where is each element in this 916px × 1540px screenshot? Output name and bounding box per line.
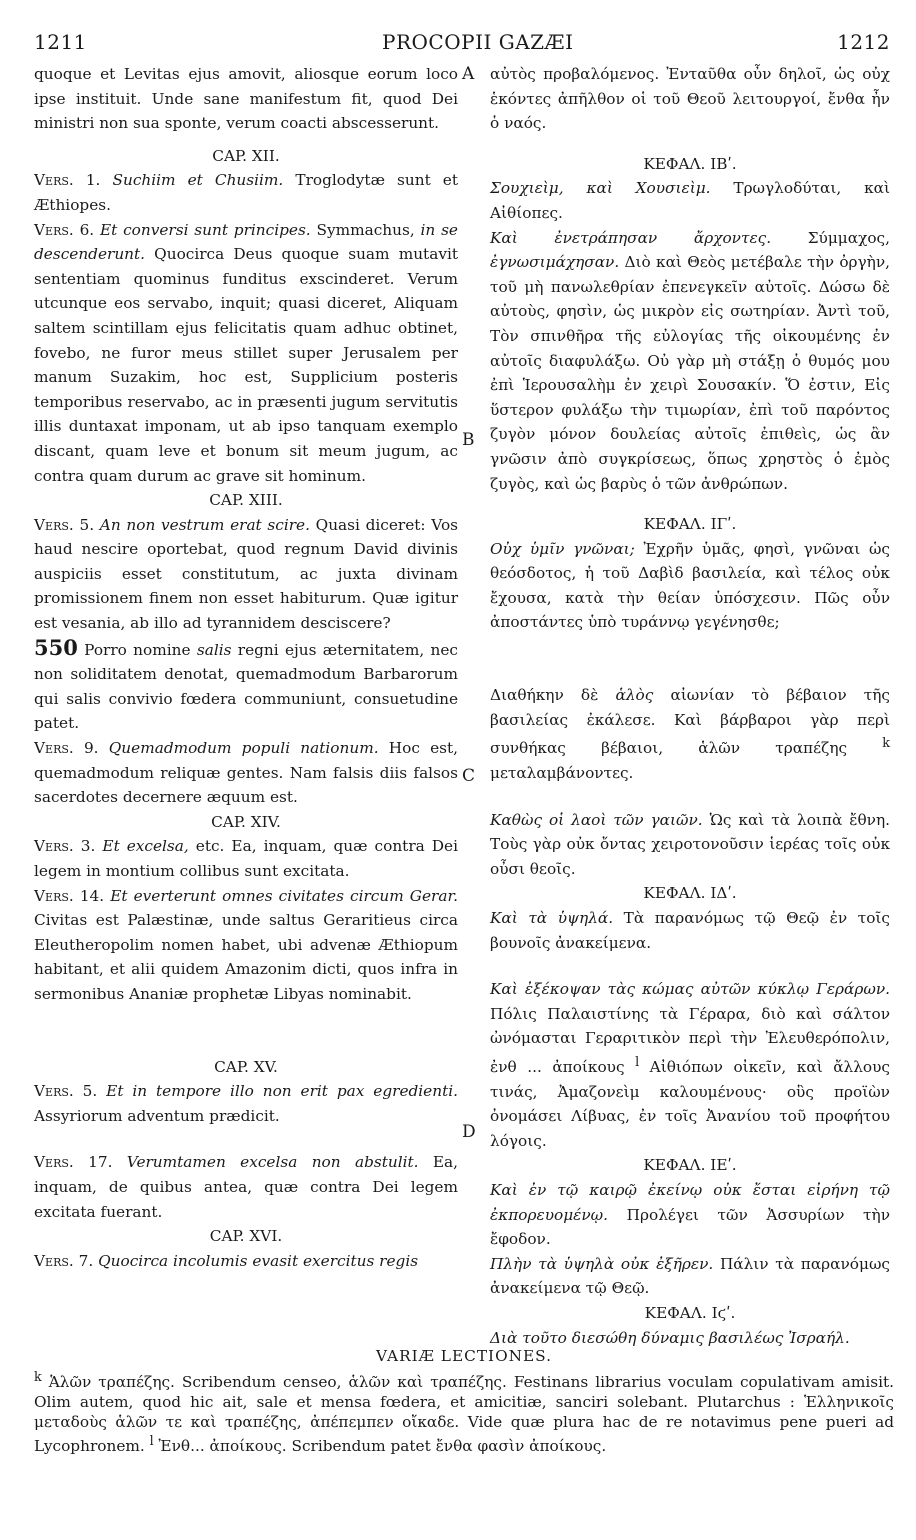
verse-citation: Verumtamen excelsa non abstulit. [126,1153,419,1172]
verse-ref: Vers. 5. [34,1082,98,1101]
verse-paragraph [490,808,890,882]
chapter-heading: ΚΕΦΑΛ. ΙΒʹ. [643,154,737,173]
verse-citation: Καὶ ἐνετράπησαν ἄρχοντες. [490,228,772,247]
verse-paragraph [490,176,890,225]
verse-citation: Καὶ ἐν τῷ καιρῷ ἐκείνῳ οὐκ ἔσται εἰρήνη τῷ ἐκπορευομένῳ. [490,1180,890,1224]
verse-citation: salis [196,640,232,659]
verse-citation: Διὰ τοῦτο διεσώθη δύναμις βασιλέως Ἰσραήλ. [490,1328,850,1347]
verse-text: Αἰθιόπων οἰκεῖν, καὶ ἄλλους τινάς, Ἀμαζονεὶμ καλουμένους· οὓς προϊὼν ὀνομάσει Λίβυας, ἐν τοῖς Ἀνανίου τοῦ προφήτου λόγοις. [490,1057,890,1150]
running-title: PROCOPII GAZÆI [382,30,574,54]
verse-text: Διὸ καὶ Θεὸς μετέβαλε τὴν ὀργὴν, τοῦ μὴ πανωλεθρίαν ἐπενεγκεῖν αὐτοῖς. Δώσω δὲ αὐτοὺς, φησὶν, ὡς μικρὸν εἰς σωτηρίαν. Ἀντὶ τοῦ, Τὸν σπινθῆρα τῆς εὐλογίας τῆς οἰκουμένης ἐν αὐτοῖς διαφυλάξω. Οὐ γὰρ μὴ στάξῃ ὁ θυμός μου ἐπὶ Ἱερουσαλὴμ ἐν χειρὶ Σουσακίν. Ὅ ἐστιν, Εἰς ὕστερον φυλάξω τὴν τιμωρίαν, ἐπὶ τοῦ παρόντος ζυγὸν μόνον δουλείας αὐτοῖς ἐπιθεὶς, ὡς ἂν γνῶσιν ἀπὸ συγκρίσεως, ὅπως χρηστὸς ὁ ἐμὸς ζυγὸς, καὶ ὡς βαρὺς ὁ τῶν ἀνθρώπων. [490,253,890,493]
verse-paragraph [34,1150,458,1224]
verse-paragraph [490,537,890,635]
verse-paragraph [34,736,458,810]
verse-text: Ea, inquam, de quibus antea, quæ contra Dei legem excitata fuerant. [34,1153,459,1221]
verse-paragraph [34,218,458,489]
margin-marker: D [462,1122,476,1142]
chapter-heading: ΚΕΦΑΛ. Ιϛʹ. [644,1303,736,1322]
variae-title: VARIÆ LECTIONES. [376,1347,552,1365]
chapter-heading: CAP. XVI. [209,1227,283,1246]
verse-text: Quocirca Deus quoque suam mutavit sententiam quominus funditus exscinderet. Verum utcunque eos servabo, inquit; quasi diceret, Aliquam saltem scintillam ejus felicitatis quam adhuc obtinet, fovebo, ne furor meus stillet super Jerusalem per manum Suzakim, hoc est, Supplicium posteris temporibus reservabo, ac in præsenti jugum servitutis illis duntaxat imponam, ut ab ipso tanquam exemplo discant, quam leve et bonum sit meum jugum, ac contra quam durum ac grave sit hominum. [34,245,458,485]
variant-text: Ἁλῶν τραπέζης. Scribendum censeo, ἁλῶν καὶ τραπέζης. Festinans librarius voculam copulativam amisit. Olim autem, quod hic ait, sale et mensa fœdera, et amicitiæ, sanciri solebant. Plutarchus : Ἑλληνικοῖς μεταδοὺς ἁλῶν τε καὶ τραπέζης, ἀπέπεμπεν οἴκαδε. Vide quæ plura hac de re notavimus pene pueri ad Lycophronem. [34,1373,894,1456]
verse-ref: Vers. 9. [34,739,99,758]
chapter-heading: CAP. XIV. [211,812,281,831]
verse-citation: ἁλὸς [615,686,654,705]
verse-ref: Vers. 14. [34,886,105,905]
verse-paragraph [490,1252,890,1301]
verse-ref: Vers. 1. [34,171,101,190]
verse-citation: Et excelsa, [102,837,189,856]
verse-text: αἰωνίαν τὸ βέβαιον τῆς βασιλείας ἐκάλεσε. Καὶ βάρβαροι γὰρ περὶ συνθήκας βέβαιοι, ἁλῶν τραπέζης [490,686,890,758]
chapter-heading: ΚΕΦΑΛ. ΙΓʹ. [643,515,737,534]
verse-text: Hoc est, quemadmodum reliquæ gentes. Nam falsis diis falsos sacerdotes decernere æquum est. [34,739,458,807]
verse-text: μεταλαμβάνοντες. [490,763,634,782]
verse-paragraph [34,636,458,736]
verse-citation: ἐγνωσιμάχησαν. [490,253,620,272]
chapter-heading: CAP. XV. [214,1057,278,1076]
verse-ref: Vers. 17. [34,1153,113,1172]
verse-text: Ὡς καὶ τὰ λοιπὰ ἔθνη. Τοὺς γὰρ οὐκ ὄντας χειροτονοῦσιν ἱερέας τοῖς οὐκ οὖσι θεοῖς. [490,810,890,878]
verse-paragraph [490,1178,890,1252]
verse-paragraph [34,1249,458,1274]
verse-citation: Suchiim et Chusiim. [112,171,284,190]
verse-text: etc. Ea, inquam, quæ contra Dei legem in montium collibus sunt excitata. [34,837,458,880]
margin-marker: C [462,766,476,786]
edition-page-number: 550 [34,634,78,660]
verse-citation: Καὶ τὰ ὑψηλά. [490,908,614,927]
verse-text: Τὰ παρανόμως τῷ Θεῷ ἐν τοῖς βουνοῖς ἀνακείμενα. [490,908,891,952]
variae-lectiones [34,1346,894,1456]
verse-citation: Et in tempore illo non erit pax egredienti. [106,1082,458,1101]
page-number-left: 1211 [34,30,87,54]
verse-citation: Σουχιεὶμ, καὶ Χουσιεὶμ. [490,179,711,198]
verse-citation: Quocirca incolumis evasit exercitus regis [98,1251,419,1270]
footnote-marker: l [635,1054,640,1070]
verse-text: Ἐχρῆν ὑμᾶς, φησὶ, γνῶναι ὡς θεόσδοτος, ἡ τοῦ Δαβὶδ βασιλεία, καὶ τέλος οὐκ ἔχουσα, κατὰ τὴν θείαν ὑπόσχεσιν. Πῶς οὖν ἀποστάντες ὑπὸ τυράννῳ γεγένησθε; [490,539,890,632]
footnote-marker: k [34,1370,42,1385]
verse-citation: An non vestrum erat scire. [99,515,310,534]
verse-ref: Vers. 5. [34,515,95,534]
verse-text: Troglodytæ sunt et Æthiopes. [34,171,458,214]
variant-text: Ἐνθ... ἀποίκους. Scribendum patet ἔνθα φασὶν ἀποίκους. [153,1437,607,1456]
verse-paragraph [490,226,890,497]
chapter-heading: CAP. XIII. [209,491,283,510]
footnote-marker: l [149,1434,154,1450]
verse-ref: Vers. 7. [34,1251,94,1270]
margin-marker: A [462,64,475,84]
verse-text: Προλέγει τῶν Ἀσσυρίων τὴν ἔφοδον. [490,1205,890,1249]
verse-text: Πάλιν τὰ παρανόμως ἀνακείμενα τῷ Θεῷ. [490,1254,890,1298]
verse-citation: Et everterunt omnes civitates circum Gerar. [110,886,458,905]
verse-ref: Vers. 3. [34,837,96,856]
latin-column [34,62,458,1273]
verse-paragraph [490,906,890,955]
greek-intro: αὐτὸς προβαλόμενος. Ἐνταῦθα οὖν δηλοῖ, ὡς οὐχ ἑκόντες ἀπῆλθον οἱ τοῦ Θεοῦ λειτουργοί, ἔνθα ἦν ὁ ναός. [490,65,890,133]
chapter-heading: CAP. XII. [212,146,280,165]
verse-text: Σύμμαχος, [771,228,890,247]
page-number-right: 1212 [837,30,890,54]
verse-paragraph [34,884,458,1007]
footnote-marker: k [882,736,890,752]
verse-text: regni ejus æternitatem, nec non soliditatem denotat, quemadmodum Barbarorum qui salis convivio fœdera communiunt, consuetudine patet. [34,640,459,733]
verse-text: Quasi diceret: Vos haud nescire oportebat, quod regnum David divinis auspiciis esset constitutum, ac juxta divinam promissionem finem non esset habiturum. Quæ igitur est vesania, ab illo ad tyrannidem desciscere? [34,515,458,633]
greek-column [490,62,890,1350]
verse-citation: Quemadmodum populi nationum. [108,739,379,758]
verse-paragraph [490,977,890,1153]
verse-citation: in se descenderunt. [34,220,458,264]
verse-paragraph [490,683,890,785]
verse-citation: Οὐχ ὑμῖν γνῶναι; [490,539,635,558]
verse-paragraph [34,513,458,636]
verse-citation: Πλὴν τὰ ὑψηλὰ οὐκ ἐξῆρεν. [490,1254,714,1273]
verse-paragraph [34,834,458,883]
verse-text: Symmachus, [310,220,421,239]
verse-citation: Et conversi sunt principes. [99,220,311,239]
variant-note [34,1368,894,1456]
verse-paragraph [34,1079,458,1128]
chapter-heading: ΚΕΦΑΛ. ΙΕʹ. [643,1156,737,1175]
verse-text: Τρωγλοδύται, καὶ Αἰθίοπες. [490,179,890,222]
latin-intro: quoque et Levitas ejus amovit, aliosque eorum loco ipse instituit. Unde sane manifestum fit, quod Dei ministri non sua sponte, verum coacti abscesserunt. [34,65,458,133]
verse-text: Porro nomine [77,640,197,659]
verse-paragraph [34,168,458,217]
verse-citation: Καθὼς οἱ λαοὶ τῶν γαιῶν. [490,810,703,829]
margin-marker: B [462,430,475,450]
verse-text: Διαθήκην δὲ [490,686,616,705]
verse-ref: Vers. 6. [34,220,95,239]
verse-text: Assyriorum adventum prædicit. [34,1106,280,1125]
verse-citation: Καὶ ἐξέκοψαν τὰς κώμας αὐτῶν κύκλῳ Γεράρων. [490,980,890,999]
verse-text: Πόλις Παλαιστίνης τὰ Γέραρα, διὸ καὶ σάλτον ὠνόμασται Γεραριτικὸν περὶ τὴν Ἐλευθερόπολιν, ἐνθ ... ἀποίκους [490,1004,890,1076]
chapter-heading: ΚΕΦΑΛ. ΙΔʹ. [643,884,737,903]
verse-text: Civitas est Palæstinæ, unde saltus Geraritieus circa Eleutheropolim nomen habet, ubi advenæ Æthiopum habitant, et alii quidem Amazonim dicti, quos infra in sermonibus Ananiæ prophetæ Libyas nominabit. [34,911,458,1003]
